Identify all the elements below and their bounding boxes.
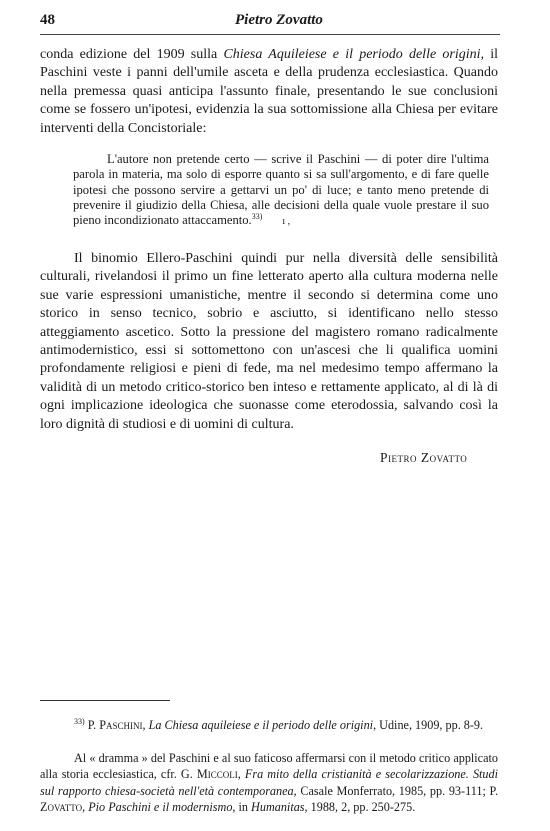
footnote-rule	[40, 700, 170, 701]
block-quote: L'autore non pretende certo — scrive il Paschini — di poter dire l'ultima parola in materia, ma solo di esporre quanto si sa sull'argomento, e di fare quelle ipotesi che possono servire a gettarvi un po' di luce; e tanto meno pretende di prevenire il giudizio della Chiesa, alle decisioni della quale vuole prestare il suo pieno incondizionato attaccamento.$^{33)}$ ı ,	[73, 152, 489, 228]
body-paragraph-1: conda edizione del 1909 sulla Chiesa Aquileiese e il periodo delle origini, il Paschini veste i panni dell'umile asceta e della prudenza ecclesiastica. Quando nella premessa quasi anticipa l'assunto finale, presentando le sue conclusioni come se fossero un'ipotesi, evidenzia la sua sottomissione alla Chiesa per evitare interventi della Concistoriale:	[40, 47, 498, 136]
running-head-author: Pietro Zovatto	[235, 12, 323, 28]
page-number: 48	[40, 12, 55, 28]
footnote-continuation: Al « dramma » del Paschini e al suo faticoso affermarsi con il metodo critico applicato alla storia ecclesiastica, cfr. G. Miccoli, Fra mito della cristianità e secolarizzazione. Studi sul rapporto chiesa-società nell'età contemporanea, Casale Monferrato, 1985, pp. 93-111; P. Zovatto, Pio Paschini e il modernismo, in Humanitas, 1988, 2, pp. 250-275.	[40, 751, 498, 815]
author-signature: Pietro Zovatto	[380, 450, 468, 465]
book-title: Chiesa Aquileiese e il periodo delle origini,	[223, 47, 484, 62]
stray-marks: ı ,	[282, 216, 291, 228]
footnote-33: $^{33)}$ P. Paschini, La Chiesa aquileiese e il periodo delle origini, Udine, 1909, pp. 8-9.	[74, 716, 484, 732]
footnote-ref-33: 33)	[251, 212, 263, 221]
body-paragraph-2: Il binomio Ellero-Paschini quindi pur nella diversità delle sensibilità culturali, rivelandosi il primo un fine letterato aperto alla cultura moderna nelle sue varie espressioni umanistiche, mentre il secondo si determina come uno storico in senso tecnico, sobrio e asciutto, si identificano nello stesso atteggiamento ascetico. Sotto la pressione del magistero romano radicalmente antimodernistico, essi si sottomettono con un'ascesi che li qualifica uomini profondamente religiosi e pieni di fede, ma nel medesimo tempo affermano la validità di un metodo critico-storico ben inteso e rettamente applicato, al di là di ogni implicazione ideologica che suonasse come eterodossia, salvando così la loro dignità di studiosi e di uomini di cultura.	[40, 251, 498, 432]
running-header	[40, 12, 500, 35]
